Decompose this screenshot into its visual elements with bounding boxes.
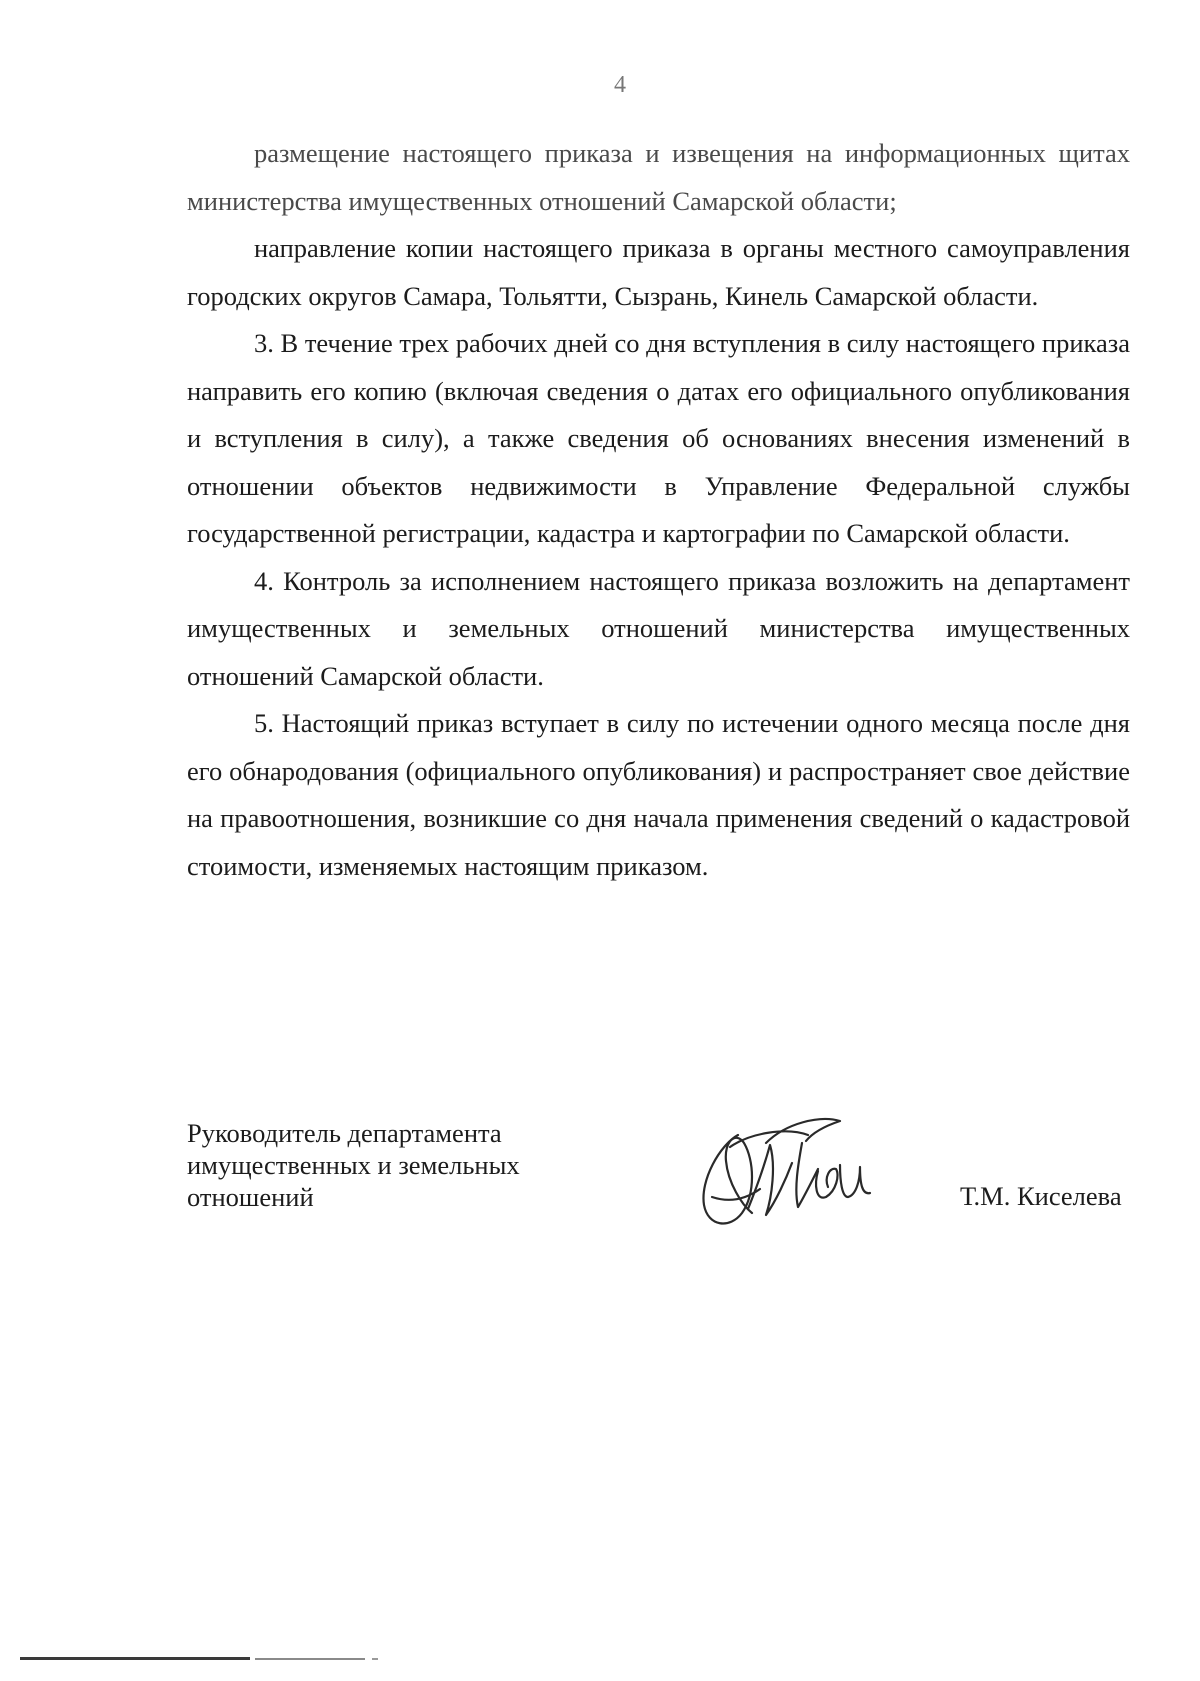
paragraph-item-5: 5. Настоящий приказ вступает в силу по истечении одного месяца после дня его обнародования (официального опубликования) и распространяет свое действие на правоотношения, возникшие со дня начала применения сведений о кадастровой стоимости, изменяемых настоящим приказом. [187, 708, 1130, 881]
paragraph-item-3: 3. В течение трех рабочих дней со дня вступления в силу настоящего приказа направить его копию (включая сведения о датах его официального опубликования и вступления в силу), а также сведения об основаниях внесения изменений в отношении объектов недвижимости в Управление Федеральной службы государственной регистрации, кадастра и картографии по Самарской области. [187, 328, 1130, 548]
paragraph-copy-direction: направление копии настоящего приказа в органы местного самоуправления городских округов Самара, Тольятти, Сызрань, Кинель Самарской области. [187, 233, 1130, 311]
page-number: 4 [614, 72, 626, 98]
signatory-position-line: имущественных и земельных [187, 1150, 520, 1180]
paragraph-item-4: 4. Контроль за исполнением настоящего приказа возложить на департамент имущественных и земельных отношений министерства имущественных отношений Самарской области. [187, 565, 1130, 691]
signatory-name: Т.М. Киселева [960, 1181, 1122, 1211]
document-body [187, 130, 1130, 890]
paragraph-placement: размещение настоящего приказа и извещения на информационных щитах министерства имущественных отношений Самарской области; [187, 138, 1130, 216]
handwritten-signature [690, 1105, 900, 1240]
signatory-position-line: Руководитель департамента [187, 1118, 502, 1148]
signatory-position [187, 1117, 520, 1213]
scan-edge-artifact [0, 1656, 400, 1662]
signatory-position-line: отношений [187, 1182, 314, 1212]
